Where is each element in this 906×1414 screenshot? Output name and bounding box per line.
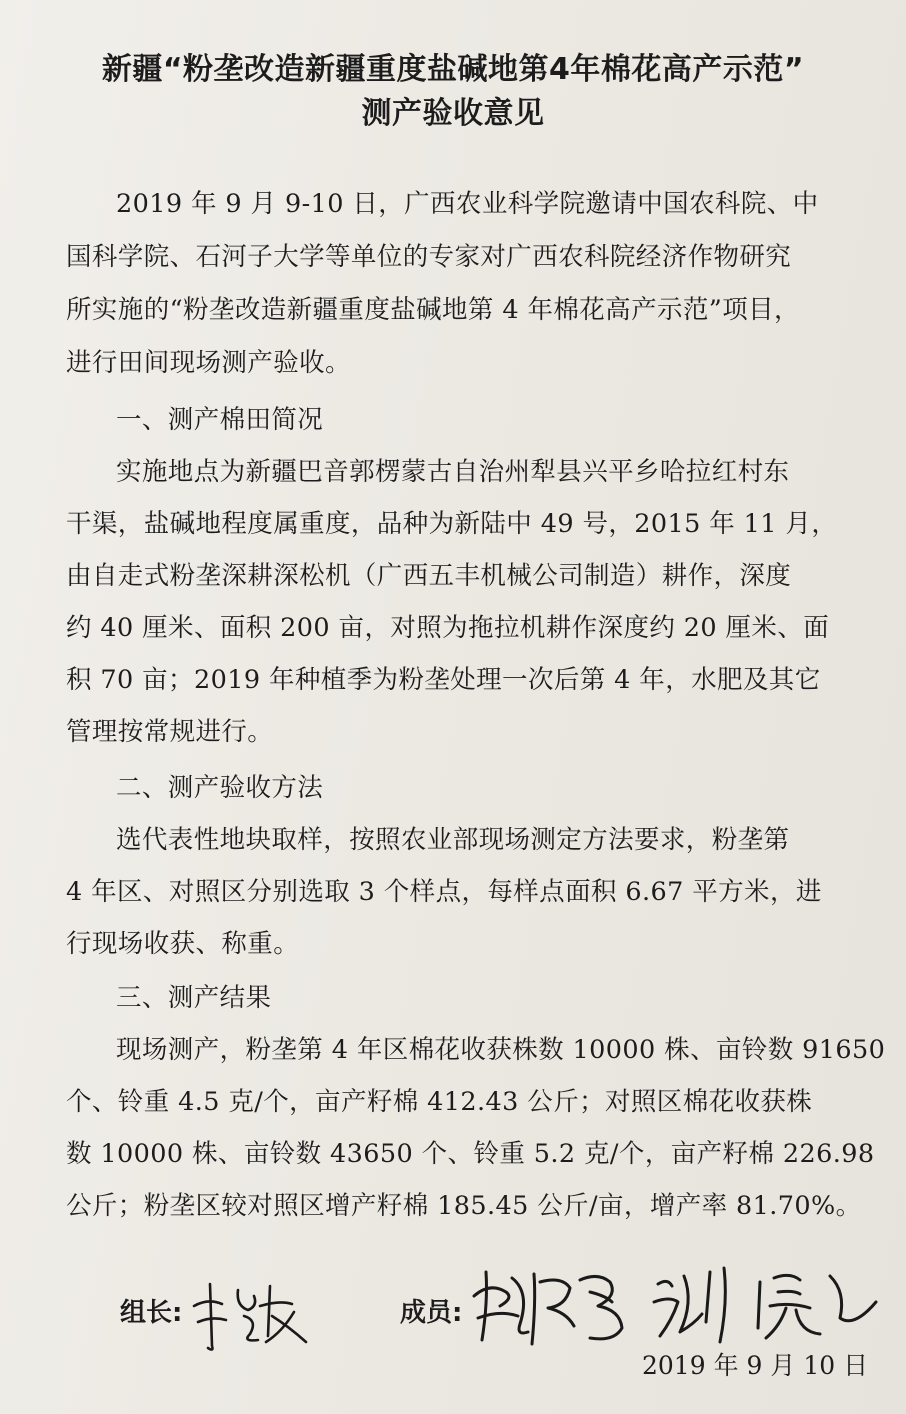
- section-1-line-3: 由自走式粉垄深耕深松机（广西五丰机械公司制造）耕作，深度: [66, 561, 792, 591]
- section-2-line-2: 4 年区、对照区分别选取 3 个样点，每样点面积 6.67 平方米，进: [66, 877, 822, 907]
- section-1-line-6: 管理按常规进行。: [66, 717, 274, 747]
- intro-line-2: 国科学院、石河子大学等单位的专家对广西农科院经济作物研究: [66, 242, 792, 272]
- document-title-line-2: 测产验收意见: [361, 96, 545, 131]
- section-1-line-2: 干渠，盐碱地程度属重度，品种为新陆中 49 号，2015 年 11 月，: [66, 509, 838, 539]
- section-3-line-4: 公斤；粉垄区较对照区增产籽棉 185.45 公斤/亩，增产率 81.70%。: [66, 1191, 862, 1221]
- member-signature-2: [650, 1262, 885, 1352]
- section-2-heading: 二、测产验收方法: [116, 773, 324, 803]
- members-label: 成员:: [400, 1298, 463, 1328]
- section-3-line-1: 现场测产，粉垄第 4 年区棉花收获株数 10000 株、亩铃数 91650: [116, 1035, 886, 1065]
- section-2-line-1: 选代表性地块取样，按照农业部现场测定方法要求，粉垄第: [116, 825, 790, 855]
- document-title-line-1: 新疆“粉垄改造新疆重度盐碱地第4年棉花高产示范”: [101, 52, 805, 87]
- section-3-line-2: 个、铃重 4.5 克/个，亩产籽棉 412.43 公斤；对照区棉花收获株: [66, 1087, 813, 1117]
- document-date: 2019 年 9 月 10 日: [642, 1351, 869, 1380]
- member-signature-1: [470, 1262, 640, 1352]
- intro-line-1: 2019 年 9 月 9-10 日，广西农业科学院邀请中国农科院、中: [116, 189, 819, 219]
- leader-signature: [188, 1276, 318, 1356]
- section-1-line-1: 实施地点为新疆巴音郭楞蒙古自治州犁县兴平乡哈拉红村东: [116, 457, 790, 487]
- section-3-heading: 三、测产结果: [116, 983, 272, 1013]
- section-1-line-4: 约 40 厘米、面积 200 亩，对照为拖拉机耕作深度约 20 厘米、面: [66, 613, 830, 643]
- intro-line-3: 所实施的“粉垄改造新疆重度盐碱地第 4 年棉花高产示范”项目，: [66, 295, 800, 325]
- leader-label: 组长:: [120, 1298, 183, 1328]
- section-2-line-3: 行现场收获、称重。: [66, 929, 300, 959]
- section-1-line-5: 积 70 亩；2019 年种植季为粉垄处理一次后第 4 年，水肥及其它: [66, 665, 821, 695]
- section-1-heading: 一、测产棉田简况: [116, 405, 324, 435]
- intro-line-4: 进行田间现场测产验收。: [66, 348, 351, 378]
- section-3-line-3: 数 10000 株、亩铃数 43650 个、铃重 5.2 克/个，亩产籽棉 226.98: [66, 1139, 875, 1169]
